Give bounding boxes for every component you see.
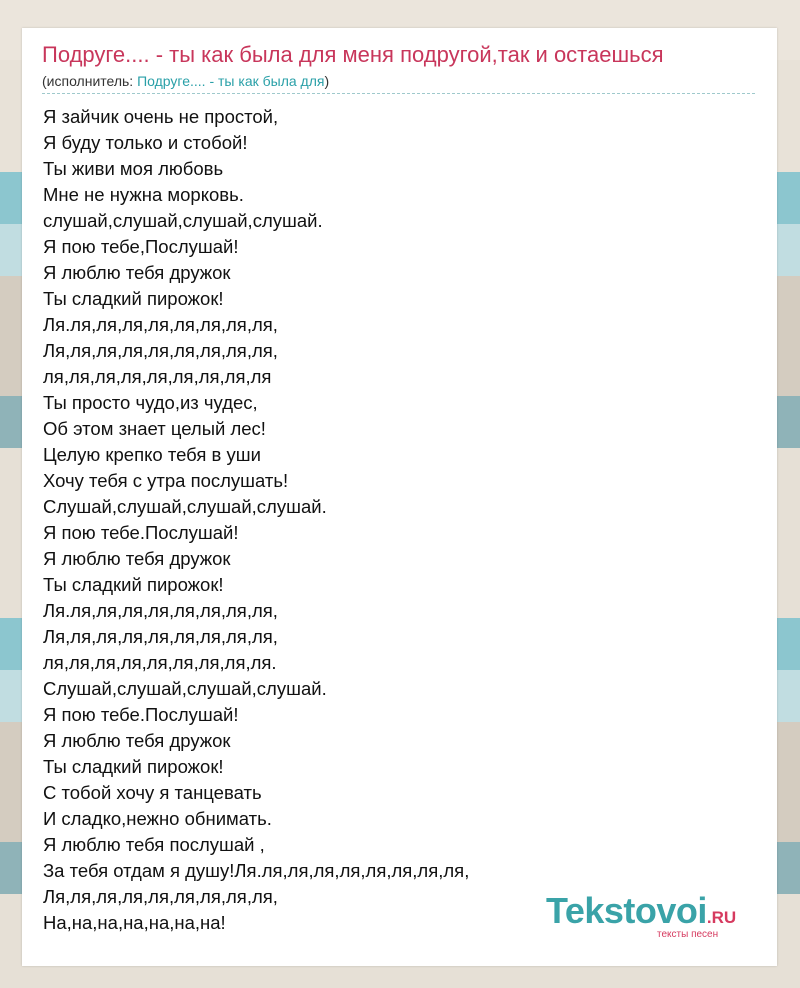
lyric-line: Ты сладкий пирожок! — [43, 574, 224, 595]
lyric-line: Я пою тебе.Послушай! — [43, 522, 239, 543]
lyric-line: Я зайчик очень не простой, — [43, 106, 279, 127]
artist-suffix: ) — [324, 73, 330, 89]
lyric-line: Ты сладкий пирожок! — [43, 288, 224, 309]
lyric-line: На,на,на,на,на,на,на! — [43, 912, 226, 933]
lyric-line: С тобой хочу я танцевать — [43, 782, 262, 803]
lyric-line: Ля,ля,ля,ля,ля,ля,ля,ля,ля, — [43, 886, 278, 907]
lyric-line: Я люблю тебя дружок — [43, 730, 231, 751]
lyric-line: Хочу тебя с утра послушать! — [43, 470, 289, 491]
site-logo[interactable] — [546, 890, 736, 932]
lyric-line: ля,ля,ля,ля,ля,ля,ля,ля,ля — [43, 366, 272, 387]
lyrics-card — [22, 28, 777, 966]
logo-wordmark: Tekstovoi — [546, 890, 707, 931]
lyric-line: Я пою тебе,Послушай! — [43, 236, 239, 257]
lyric-line: Я люблю тебя дружок — [43, 548, 231, 569]
lyric-line: Ля.ля,ля,ля,ля,ля,ля,ля,ля, — [43, 314, 278, 335]
lyric-line: Слушай,слушай,слушай,слушай. — [43, 678, 327, 699]
lyric-line: Я буду только и стобой! — [43, 132, 248, 153]
lyric-line: Я люблю тебя послушай , — [43, 834, 265, 855]
artist-link[interactable]: Подруге.... - ты как была для — [137, 73, 325, 89]
artist-prefix: (исполнитель: — [42, 73, 138, 89]
lyrics-text — [43, 104, 469, 936]
logo-tld: .RU — [706, 908, 737, 927]
lyric-line: Ты сладкий пирожок! — [43, 756, 224, 777]
logo-subtitle: тексты песен — [657, 929, 719, 940]
lyric-line: Об этом знает целый лес! — [43, 418, 266, 439]
lyric-line: Ля,ля,ля,ля,ля,ля,ля,ля,ля, — [43, 340, 278, 361]
lyric-line: Ля,ля,ля,ля,ля,ля,ля,ля,ля, — [43, 626, 278, 647]
lyric-line: За тебя отдам я душу!Ля.ля,ля,ля,ля,ля,ля,ля,ля, — [43, 860, 470, 881]
artist-line — [42, 73, 329, 89]
lyric-line: Ля.ля,ля,ля,ля,ля,ля,ля,ля, — [43, 600, 278, 621]
divider — [42, 93, 755, 94]
lyric-line: Я люблю тебя дружок — [43, 262, 231, 283]
lyric-line: ля,ля,ля,ля,ля,ля,ля,ля,ля. — [43, 652, 277, 673]
lyric-line: Слушай,слушай,слушай,слушай. — [43, 496, 327, 517]
song-title: Подруге.... - ты как была для меня подругой,так и остаешься — [42, 42, 664, 67]
lyric-line: Ты просто чудо,из чудес, — [43, 392, 258, 413]
lyric-line: И сладко,нежно обнимать. — [43, 808, 272, 829]
lyric-line: Целую крепко тебя в уши — [43, 444, 261, 465]
lyric-line: Ты живи моя любовь — [43, 158, 224, 179]
lyric-line: слушай,слушай,слушай,слушай. — [43, 210, 323, 231]
lyric-line: Я пою тебе.Послушай! — [43, 704, 239, 725]
lyric-line: Мне не нужна морковь. — [43, 184, 244, 205]
